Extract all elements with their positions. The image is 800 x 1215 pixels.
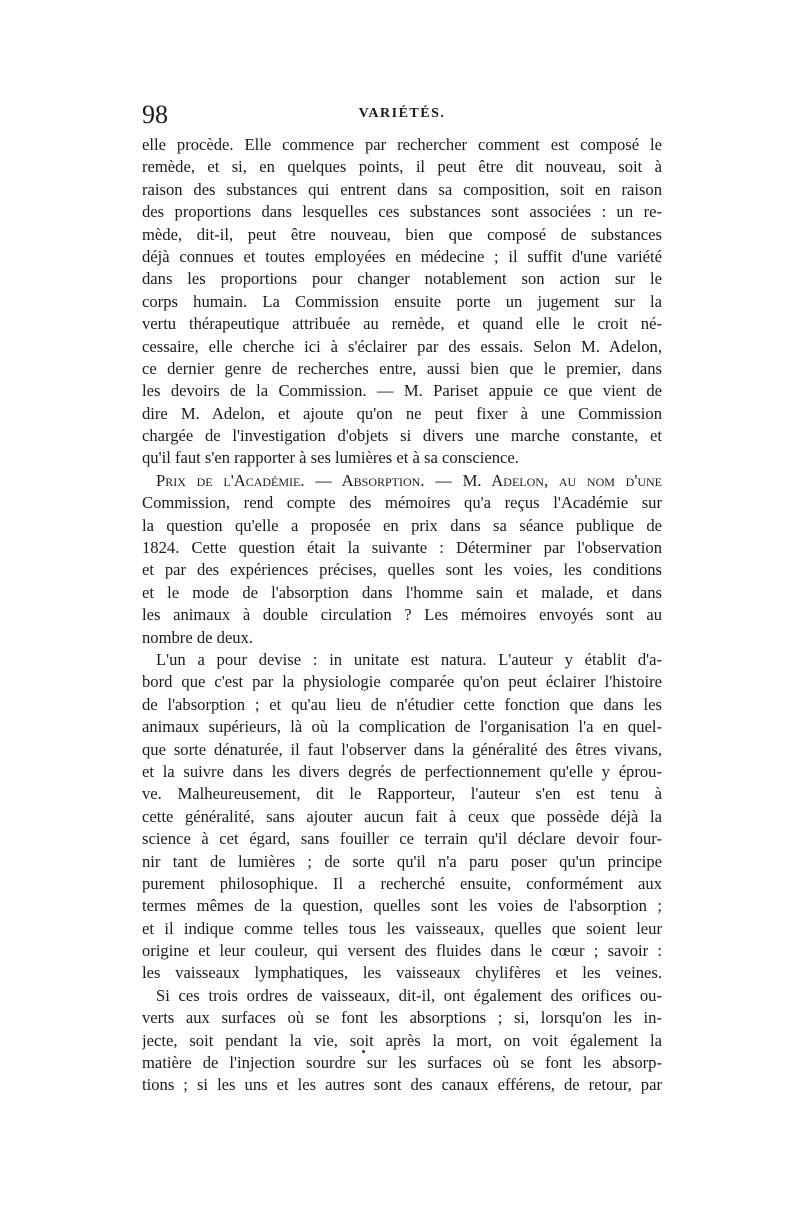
text-line: mède, dit-il, peut être nouveau, bien que composé de substances (142, 224, 662, 244)
text-line: corps humain. La Commission ensuite porte un jugement sur la (142, 291, 662, 311)
text-line: science à cet égard, sans fouiller ce terrain qu'il déclare devoir four- (142, 829, 662, 849)
text-line: déjà connues et toutes employées en médecine ; il suffit d'une variété (142, 246, 662, 266)
running-head: VARIÉTÉS. (358, 106, 446, 121)
text-line: Commission, rend compte des mémoires qu'a reçus l'Académie sur (142, 493, 662, 513)
text-line: les vaisseaux lymphatiques, les vaisseaux chylifères et les veines. (142, 963, 662, 983)
text-line: jecte, soit pendant la vie, soit après la mort, on voit également la (142, 1030, 662, 1050)
text-line: tions ; si les uns et les autres sont des canaux efférens, de retour, par (142, 1075, 662, 1095)
body-text (142, 134, 662, 1097)
page-header (142, 100, 662, 130)
text-line: purement philosophique. Il a recherché ensuite, conformément aux (142, 873, 662, 893)
text-line: nir tant de lumières ; de sorte qu'il n'a paru poser qu'un principe (142, 851, 662, 871)
text-line: remède, et si, en quelques points, il peut être dit nouveau, soit à (142, 157, 662, 177)
text-line: les animaux à double circulation ? Les mémoires envoyés sont au (142, 605, 662, 625)
text-line: dire M. Adelon, et ajoute qu'on ne peut fixer à une Commission (142, 403, 662, 423)
text-line: ve. Malheureusement, dit le Rapporteur, l'auteur s'en est tenu à (142, 784, 662, 804)
text-line: 1824. Cette question était la suivante : Déterminer par l'observation (142, 538, 662, 558)
text-line: matière de l'injection sourdre sur les surfaces où se font les absorp- (142, 1053, 662, 1073)
page-number: 98 (142, 100, 168, 129)
text-line: des proportions dans lesquelles ces substances sont associées : un re- (142, 202, 662, 222)
ink-dot (362, 1050, 365, 1053)
text-line: nombre de deux. (142, 627, 254, 647)
text-line: Si ces trois ordres de vaisseaux, dit-il, ont également des orifices ou- (156, 985, 662, 1005)
text-line: les devoirs de la Commission. — M. Pariset appuie ce que vient de (142, 381, 662, 401)
text-line: cette généralité, sans ajouter aucun fait à ceux que possède déjà la (142, 806, 662, 826)
text-line: et le mode de l'absorption dans l'homme sain et malade, et dans (142, 582, 662, 602)
text-line: et il indique comme telles tous les vaisseaux, quelles que soient leur (142, 918, 662, 938)
text-line: et par des expériences précises, quelles sont les voies, les conditions (142, 560, 662, 580)
text-line: vertu thérapeutique attribuée au remède, et quand elle le croit né- (142, 314, 662, 334)
text-line: la question qu'elle a proposée en prix dans sa séance publique de (142, 515, 662, 535)
section-heading-line: Prix de l'Académie. — Absorption. — M. Adelon, au nom d'une (156, 470, 662, 490)
text-line: verts aux surfaces où se font les absorptions ; si, lorsqu'on les in- (142, 1008, 662, 1028)
text-line: bord que c'est par la physiologie comparée qu'on peut éclairer l'histoire (142, 672, 662, 692)
text-line: cessaire, elle cherche ici à s'éclairer par des essais. Selon M. Adelon, (142, 336, 662, 356)
text-line: origine et leur couleur, qui versent des fluides dans le cœur ; savoir : (142, 941, 662, 961)
text-line: L'un a pour devise : in unitate est natura. L'auteur y établit d'a- (156, 649, 662, 669)
text-line: qu'il faut s'en rapporter à ses lumières et à sa conscience. (142, 448, 519, 468)
text-line: et la suivre dans les divers degrés de perfectionnement qu'elle y éprou- (142, 761, 662, 781)
text-line: dans les proportions pour changer notablement son action sur le (142, 269, 662, 289)
text-line: elle procède. Elle commence par rechercher comment est composé le (142, 135, 662, 154)
text-line: termes mêmes de la question, quelles sont les voies de l'absorption ; (142, 896, 662, 916)
text-line: raison des substances qui entrent dans sa composition, soit en raison (142, 179, 662, 199)
text-line: de l'absorption ; et qu'au lieu de n'étudier cette fonction que dans les (142, 694, 662, 714)
text-line: que sorte dénaturée, il faut l'observer dans la généralité des êtres vivans, (142, 739, 662, 759)
text-line: chargée de l'investigation d'objets si divers une marche constante, et (142, 426, 662, 446)
text-line: animaux supérieurs, là où la complication de l'organisation l'a en quel- (142, 717, 662, 737)
text-line: ce dernier genre de recherches entre, aussi bien que le premier, dans (142, 358, 662, 378)
